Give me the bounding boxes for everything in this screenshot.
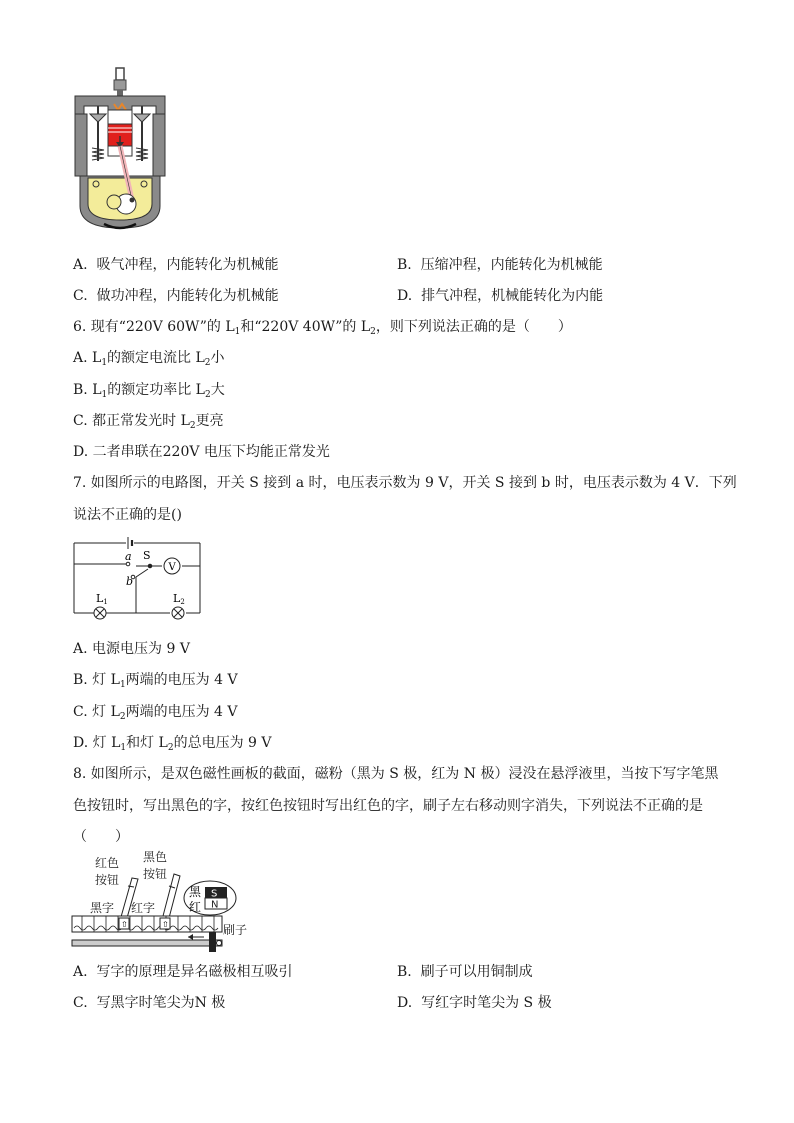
circuit-figure xyxy=(70,533,210,621)
black-char-label: 黑字 xyxy=(90,901,115,915)
black-button-label-1: 黑色 xyxy=(143,850,168,864)
brush-label: 刷子 xyxy=(223,923,248,937)
q8-option-a: A. 写字的原理是异名磁极相互吸引 xyxy=(73,964,293,980)
q7-option-d: D. 灯 $L_1$和灯 $L_2$的总电压为 9 V xyxy=(73,735,272,753)
switch-contact-a-label: a xyxy=(125,550,132,563)
q8-option-c: C. 写黑字时笔尖为N 极 xyxy=(73,995,226,1011)
q8-stem-line2: 色按钮时，写出黑色的字，按红色按钮时写出红色的字，刷子左右移动则字消失，下列说法不正确的是 xyxy=(73,798,703,814)
q8-stem-line3: （ ） xyxy=(73,829,129,845)
q8-option-d: D. 写红字时笔尖为 S 极 xyxy=(397,995,552,1011)
engine-figure xyxy=(70,66,170,236)
q6-option-b: B. $L_1$的额定功率比 $L_2$大 xyxy=(73,382,225,400)
q7-stem-line2: 说法不正确的是() xyxy=(73,507,182,523)
q7-stem-line1: 7. 如图所示的电路图，开关 S 接到 a 时，电压表示数为 9 V，开关 S 接到 b 时，电压表示数为 4 V．下列 xyxy=(73,475,737,491)
q7-option-b: B. 灯 $L_1$两端的电压为 4 V xyxy=(73,672,238,690)
bubble-red-label: 红 xyxy=(189,900,202,914)
svg-text:⇧: ⇧ xyxy=(121,920,128,929)
q5-option-c: C. 做功冲程，内能转化为机械能 xyxy=(73,288,279,304)
svg-text:⇧: ⇧ xyxy=(162,920,169,929)
q6-option-d: D. 二者串联在220V 电压下均能正常发光 xyxy=(73,444,330,460)
q8-option-b: B. 刷子可以用铜制成 xyxy=(397,964,533,980)
magnetic-board-figure xyxy=(70,848,255,956)
voltmeter-label: V xyxy=(168,562,176,573)
lamp-l1-label: L1 xyxy=(96,592,108,606)
q7-option-a: A. 电源电压为 9 V xyxy=(73,641,190,657)
lamp-l2-label: L2 xyxy=(173,592,185,606)
red-char-label: 红字 xyxy=(131,901,156,915)
magnet-s-label: S xyxy=(211,888,218,900)
black-button-label-2: 按钮 xyxy=(143,867,168,881)
q6-option-c: C. 都正常发光时 $L_2$更亮 xyxy=(73,413,224,431)
red-button-label-2: 按钮 xyxy=(95,873,120,887)
q5-option-a: A. 吸气冲程，内能转化为机械能 xyxy=(73,257,279,273)
q7-option-c: C. 灯 $L_2$两端的电压为 4 V xyxy=(73,704,238,722)
q6-option-a: A. $L_1$的额定电流比 $L_2$小 xyxy=(73,350,225,368)
switch-contact-b-label: b xyxy=(126,575,134,588)
magnet-n-label: N xyxy=(211,899,219,911)
q8-stem-line1: 8. 如图所示，是双色磁性画板的截面，磁粉（黑为 S 极，红为 N 极）浸没在悬浮液里，当按下写字笔黑 xyxy=(73,766,719,782)
q5-option-d: D. 排气冲程，机械能转化为内能 xyxy=(397,288,604,304)
switch-label: S xyxy=(143,549,151,562)
red-button-label-1: 红色 xyxy=(95,856,120,870)
bubble-black-label: 黑 xyxy=(189,885,202,899)
q6-stem: 6. 现有“220V 60W”的 $L_1$和“220V 40W”的 $L_2$，则下列说法正确的是（ ） xyxy=(73,319,572,337)
q5-option-b: B. 压缩冲程，内能转化为机械能 xyxy=(397,257,603,273)
